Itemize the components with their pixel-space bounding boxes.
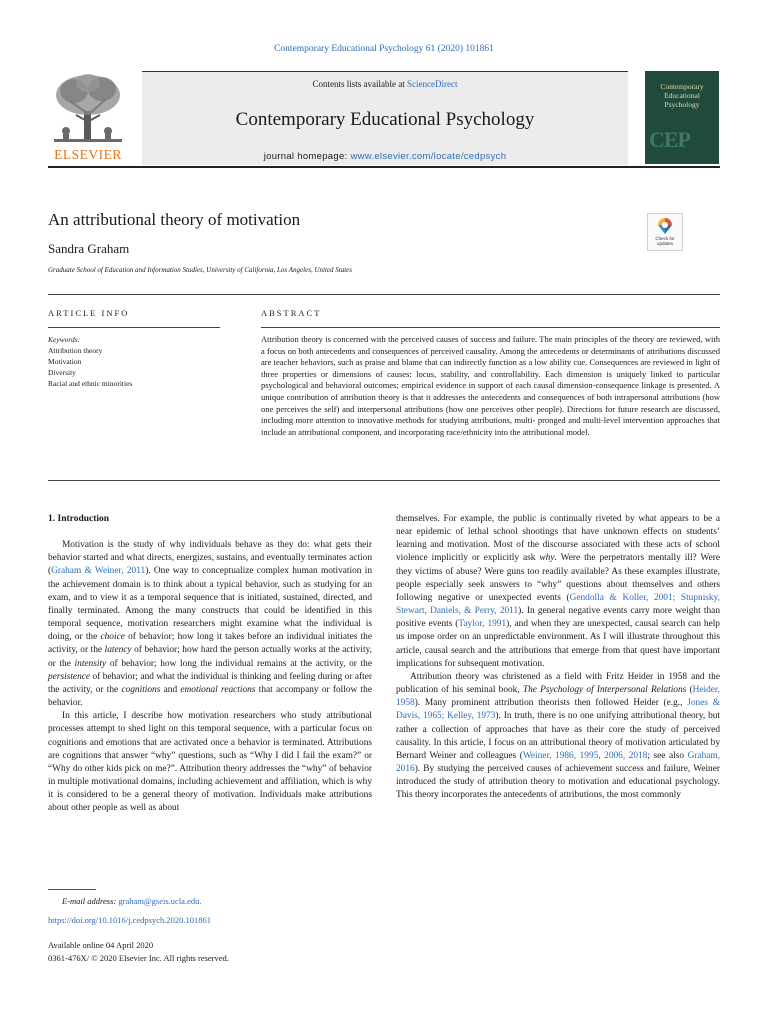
sciencedirect-link[interactable]: ScienceDirect	[407, 79, 458, 89]
email-label: E-mail address:	[62, 896, 119, 906]
citation-link[interactable]: Graham & Weiner, 2011	[51, 566, 146, 577]
emphasis: emotional reactions	[180, 684, 256, 695]
text-run: Motivation is the study of why individuals behave as they do: what gets their behavior started and what directs, energizes, sustains, and eventually terminates action (	[48, 540, 372, 577]
elsevier-tree-icon	[48, 71, 128, 147]
emphasis: persistence	[48, 671, 91, 682]
cover-badge: CEP	[649, 127, 690, 152]
check-updates-line-2: updates	[656, 241, 673, 246]
email-link[interactable]: graham@gseis.ucla.edu.	[118, 896, 202, 906]
contents-line	[142, 79, 628, 89]
journal-header-box	[142, 71, 628, 165]
cover-title-line-1: Contemporary	[660, 82, 704, 91]
emphasis: latency	[104, 645, 132, 656]
check-for-updates-button[interactable]	[647, 213, 683, 251]
cover-title-line-3: Psychology	[664, 100, 700, 109]
body-paragraph	[48, 539, 372, 710]
keyword-item: Motivation	[48, 357, 82, 366]
text-run: of behavior; and what the individual is thinking and feeling during or after the activity, or the	[48, 671, 372, 695]
article-info-heading: ARTICLE INFO	[48, 308, 130, 318]
text-run: of behavior; how hard the person actually works at the activity, or the	[48, 645, 372, 669]
text-run: (	[686, 685, 693, 696]
homepage-prefix: journal homepage:	[263, 151, 351, 162]
citation-link[interactable]: Weiner, 1986, 1995, 2006, 2018	[522, 750, 648, 761]
journal-cover-thumbnail[interactable]	[645, 71, 719, 164]
journal-reference-link[interactable]: Contemporary Educational Psychology 61 (2020) 101861	[274, 44, 494, 54]
text-run: that accompany or follow the behavior.	[48, 684, 372, 709]
abstract-text: Attribution theory is concerned with the perceived causes of success and failure. The main principles of the theory are reviewed, with a focus on both antecedents and consequences of perceived causality. Among the antecedents or determinants of attributions discussed are teacher behaviors, such as praise and blame that can indirectly function as a low ability cue. Consequences are reviewed in light of three properties or dimensions of causes: locus, stability, and controllability. Each dimension is uniquely linked to particular psychological and behavioral outcomes; empirical evidence in support of each causal dimension-consequence linkage is presented. A unique contribution of attribution theory is that it addresses the antecedents and consequences of both intrapersonal attributions (how one perceives the self) and interpersonal attributions (how one perceives other people). Directions for future research are discussed, including more attention to innovative methods for studying attributions, multi- pronged and multi-level intervention approaches that include an attributional component, and incorporating race/ethnicity into the attributional model.	[261, 334, 720, 437]
text-run: ). One way to conceptualize complex human motivation in the achievement domain is to think about a typical behavior, such as studying for an exam, and to view it as a temporal sequence that is initiated, sustained, directed, and finally terminated. Among the many constructs that could be identified in this temporal sequence, motivation researchers might examine what the individual is doing, or the	[48, 566, 372, 643]
abstract-bottom-divider	[48, 480, 720, 481]
crossmark-icon	[657, 217, 673, 235]
journal-title: Contemporary Educational Psychology	[235, 109, 535, 130]
contents-prefix: Contents lists available at	[312, 79, 407, 89]
doi-link[interactable]: https://doi.org/10.1016/j.cedpsych.2020.101861	[48, 915, 211, 925]
keyword-item: Diversity	[48, 368, 76, 377]
citation-link[interactable]: Heider, 1958	[396, 685, 720, 709]
check-updates-line-1: Check for	[655, 236, 675, 241]
abstract-heading: ABSTRACT	[261, 308, 322, 318]
copyright-notice: 0361-476X/ © 2020 Elsevier Inc. All rights reserved.	[48, 953, 229, 963]
text-run: . Were the perpetrators mentally ill? Were they victims of abuse? Were guns too readily available? As these examples illustrate, people especially seek answers to “why” questions about themselves and others following negative or unexpected events (	[396, 553, 720, 603]
text-run: ; see also	[647, 750, 688, 761]
homepage-link[interactable]: www.elsevier.com/locate/cedpsych	[350, 151, 507, 162]
text-run: ). Many prominent attribution theorists then followed Heider (e.g.,	[414, 698, 688, 709]
text-run: ), and when they are unexpected, causal search can help us impose order on an unpredictable environment. As I will illustrate throughout this article, causal search and the attributions that emerge from that quest have important implications for subsequent motivation.	[396, 619, 720, 669]
text-run: ). In general negative events carry more weight than positive events (	[396, 606, 720, 630]
keywords-list	[48, 334, 220, 389]
body-paragraph	[396, 671, 720, 803]
body-column-left	[48, 513, 372, 815]
text-run: and	[160, 684, 181, 695]
elsevier-logo[interactable]	[48, 71, 128, 164]
text-run: ). By studying the perceived causes of achievement success and failure, Weiner introduced the study of attribution theory to motivation and educational psychology. This theory incorporates the antecedents of attributions, the most commonly	[396, 763, 720, 801]
text-run: of behavior; how long it takes before an individual initiates the activity, or the	[48, 632, 372, 656]
article-info-divider	[48, 327, 220, 328]
email-footnote	[62, 896, 201, 906]
cover-title	[645, 82, 719, 109]
keyword-item: Racial and ethnic minorities	[48, 379, 133, 388]
author-affiliation: Graduate School of Education and Information Studies, University of California, Los Angeles, United States	[48, 266, 352, 274]
keywords-label: Keywords:	[48, 335, 81, 344]
body-column-right	[396, 513, 720, 802]
citation-link[interactable]: Jones & Davis, 1965; Kelley, 1973	[396, 698, 720, 722]
check-updates-label	[648, 236, 682, 246]
abstract-divider	[261, 327, 720, 328]
footnote-divider	[48, 889, 96, 890]
text-run: Attribution theory was christened as a field with Fritz Heider in 1958 and the publication of his seminal book,	[396, 671, 720, 696]
cover-title-line-2: Educational	[664, 91, 700, 100]
emphasis: choice	[100, 632, 125, 643]
citation-link[interactable]: Taylor, 1991	[458, 619, 507, 630]
emphasis: cognitions	[121, 684, 161, 695]
section-heading: 1. Introduction	[48, 514, 110, 524]
emphasis: why	[539, 553, 555, 564]
elsevier-wordmark: ELSEVIER	[54, 147, 122, 162]
text-run: of behavior; how long the individual remains at the activity, or the	[106, 658, 373, 669]
text-run: themselves. For example, the public is continually riveted by what appears to be a near epidemic of lethal school shootings that have unknown effects on students’ learning and motivation. Most of the discourse associated with these acts of school violence implicitly or explicitly ask	[396, 514, 720, 564]
article-title: An attributional theory of motivation	[48, 210, 301, 229]
available-online-date: Available online 04 April 2020	[48, 940, 154, 950]
text-run: ). In truth, there is no one unifying attributional theory, but rather a collection of approaches that have as their core the study of perceived causality. In this article, I focus on an attributional theory of motivation articulated by Bernard Weiner and colleagues (	[396, 711, 721, 761]
body-paragraph	[396, 513, 720, 671]
journal-header	[48, 71, 628, 164]
header-divider	[48, 166, 720, 168]
keyword-item: Attribution theory	[48, 346, 103, 355]
body-paragraph: In this article, I describe how motivation researchers who study attributional processes attempt to shed light on this temporal sequence, with a particular focus on cognitions and emotions that are activated once a behavior is terminated. Attributions are cognitions that answer “why” questions, such as “Why I did I fail the exam?” or “Why do other kids pick on me?”. Attribution theory addresses the “why” of behavior in multiple motivational domains, including achievement and affiliation, which is why it is considered to be a general theory of motivation. Individuals make attributions about other people as well as about	[48, 711, 372, 814]
emphasis: intensity	[74, 658, 107, 669]
homepage-line	[142, 151, 628, 162]
author-name[interactable]: Sandra Graham	[48, 241, 130, 256]
citation-link[interactable]: Gendolla & Koller, 2001; Stupnisky, Stewart, Daniels, & Perry, 2011	[396, 592, 720, 617]
title-divider	[48, 294, 720, 295]
citation-link[interactable]: Graham, 2016	[396, 750, 720, 774]
emphasis: The Psychology of Interpersonal Relations	[522, 685, 687, 696]
